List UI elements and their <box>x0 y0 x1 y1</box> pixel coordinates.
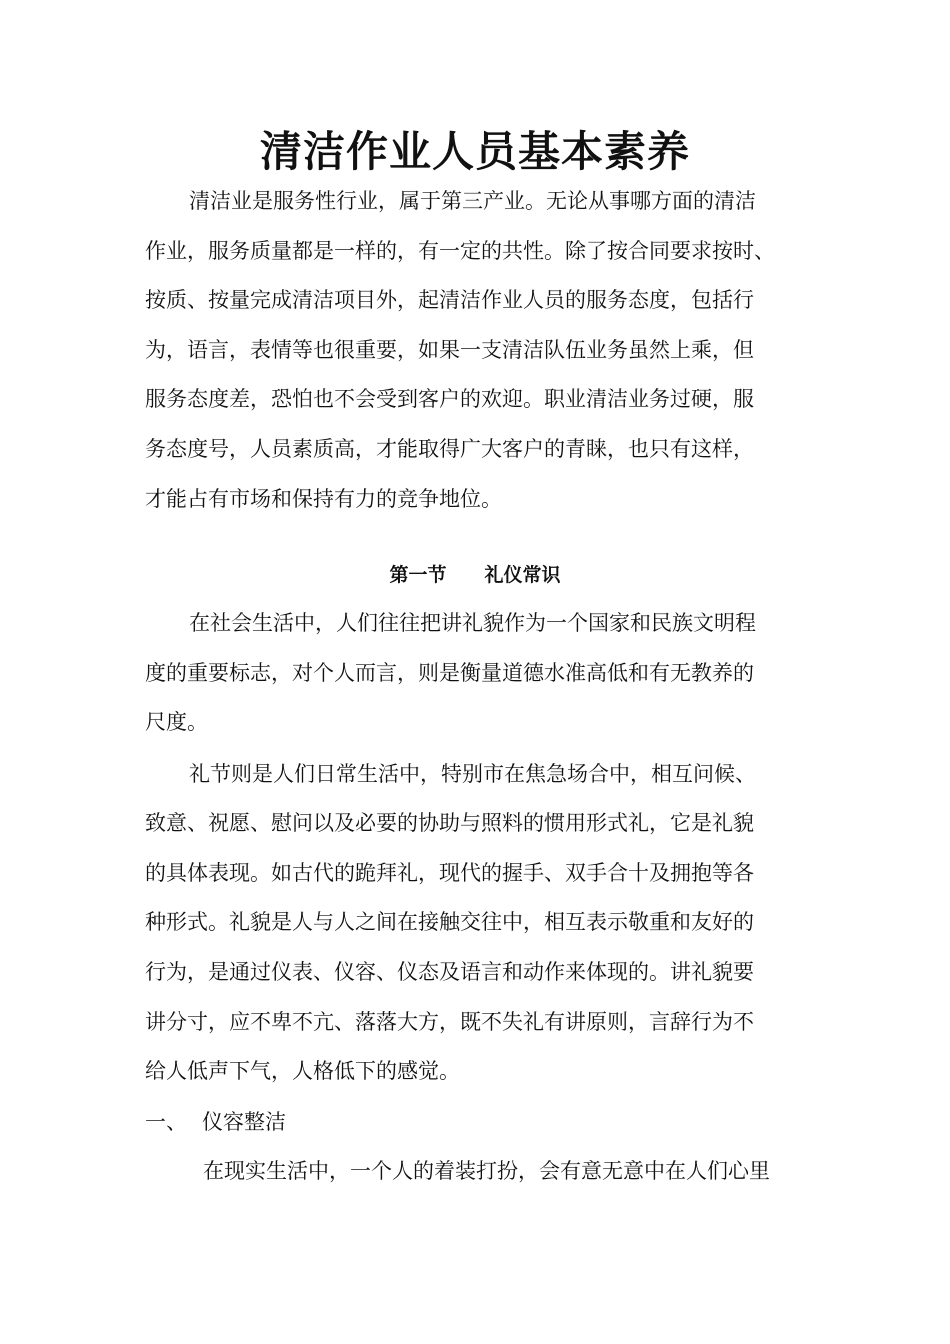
subsection-label: 仪容整洁 <box>202 1110 286 1134</box>
intro-line: 按质、按量完成清洁项目外，起清洁作业人员的服务态度，包括行 <box>145 288 754 312</box>
paragraph-line: 尺度。 <box>145 710 208 734</box>
paragraph-line: 礼节则是人们日常生活中，特别市在焦急场合中，相互问候、 <box>189 762 756 786</box>
paragraph-line: 给人低声下气，人格低下的感觉。 <box>145 1059 460 1083</box>
intro-line: 作业，服务质量都是一样的，有一定的共性。除了按合同要求按时、 <box>145 239 775 263</box>
section-name: 礼仪常识 <box>484 564 561 586</box>
intro-line: 为，语言，表情等也很重要，如果一支清洁队伍业务虽然上乘，但 <box>145 338 754 362</box>
intro-line: 务态度号，人员素质高，才能取得广大客户的青睐，也只有这样， <box>145 437 754 461</box>
paragraph-line: 在社会生活中，人们往往把讲礼貌作为一个国家和民族文明程 <box>189 611 756 635</box>
list-marker: 一、 <box>145 1110 187 1134</box>
paragraph-line: 种形式。礼貌是人与人之间在接触交往中，相互表示敬重和友好的 <box>145 910 754 934</box>
intro-line: 清洁业是服务性行业，属于第三产业。无论从事哪方面的清洁 <box>189 189 756 213</box>
paragraph-line: 的具体表现。如古代的跪拜礼，现代的握手、双手合十及拥抱等各 <box>145 861 754 885</box>
paragraph-line: 讲分寸，应不卑不亢、落落大方，既不失礼有讲原则，言辞行为不 <box>145 1010 754 1034</box>
paragraph-line: 在现实生活中，一个人的着装打扮，会有意无意中在人们心里 <box>203 1159 770 1183</box>
paragraph-line: 行为，是通过仪表、仪容、仪态及语言和动作来体现的。讲礼貌要 <box>145 960 754 984</box>
document-title: 清洁作业人员基本素养 <box>259 127 690 176</box>
paragraph-line: 致意、祝愿、慰问以及必要的协助与照料的惯用形式礼，它是礼貌 <box>145 811 754 835</box>
intro-line: 才能占有市场和保持有力的竞争地位。 <box>145 487 502 511</box>
section-heading <box>0 560 950 590</box>
intro-line: 服务态度差，恐怕也不会受到客户的欢迎。职业清洁业务过硬，服 <box>145 387 754 411</box>
section-number: 第一节 <box>389 564 447 586</box>
paragraph-line: 度的重要标志，对个人而言，则是衡量道德水准高低和有无教养的 <box>145 661 754 685</box>
